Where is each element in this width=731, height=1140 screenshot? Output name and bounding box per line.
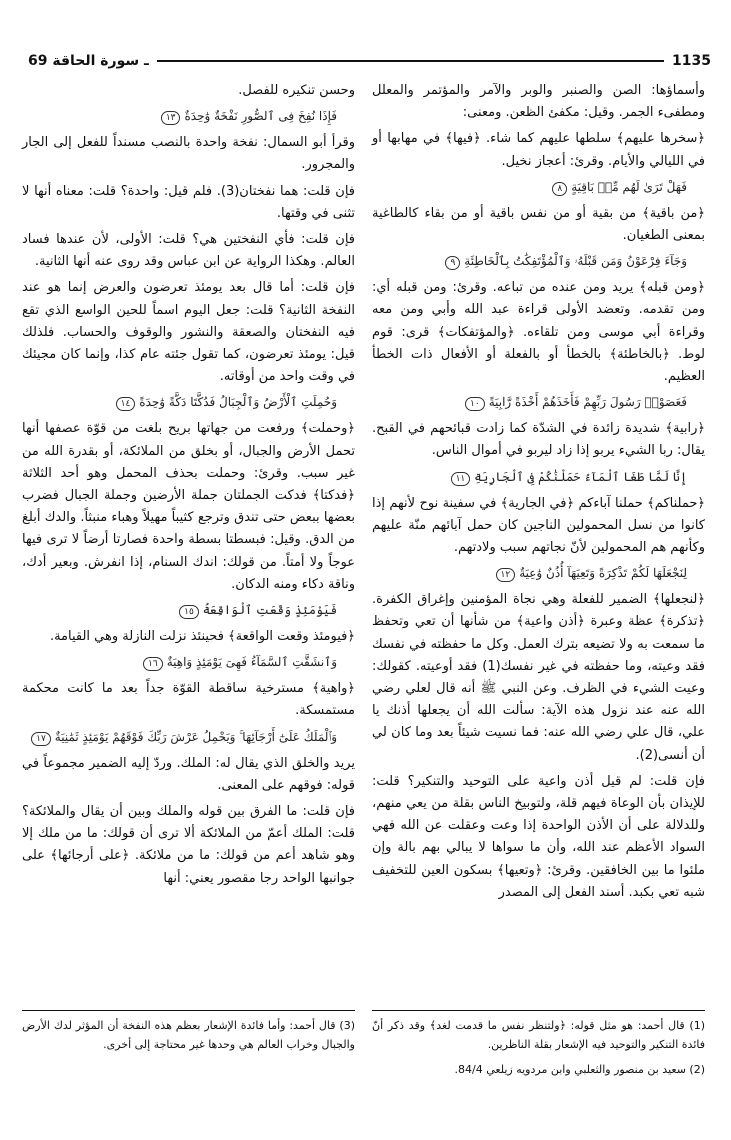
commentary-paragraph: ﴿من باقية﴾ من بقية أو من نفس باقية أو من بقاء كالطاغية بمعنى الطغيان. bbox=[372, 205, 705, 244]
quran-verse bbox=[22, 106, 355, 126]
footnote-rule-right bbox=[372, 1010, 705, 1011]
commentary-paragraph: ﴿وحملت﴾ ورفعت من جهاتها بريح بلغت من قوّة عصفها أنها تحمل الأرض والجبال، أو بخلق من الملائكة، أو بقدرة الله من غير سبب. وقرئ: وحملت بحذف المحمل وهو أحد الثلاثة ﴿فدكتا﴾ فدكت الجملتان جملة الأرضين وجملة الجبال فضرب بعضها ببعض حتى تندق وترجع كثيباً مهيلاً وهباء منبثاً. والدك أبلغ من الدق. وقيل: فبسطتا بسطة واحدة فصارتا أرضاً لا ترى فيها عوجاً ولا أمتاً. من قولك: اندك السنام، إذا انفرش. وبعير أدك، وناقة دكاء ومنه الدكان. bbox=[22, 421, 355, 592]
quran-verse bbox=[22, 600, 355, 620]
verse-text: فَعَصَوْا۟ رَسُولَ رَبِّهِمْ فَأَخَذَهُمْ أَخْذَةً رَّابِيَةً bbox=[488, 395, 687, 410]
left-column bbox=[22, 80, 355, 894]
commentary-paragraph: يريد والخلق الذي يقال له: الملك. وردّ إليه الضمير مجموعاً في قوله: فوقهم على المعنى. bbox=[22, 755, 355, 793]
verse-number: ١٣ bbox=[161, 111, 181, 125]
verse-number: ١٦ bbox=[143, 657, 163, 671]
commentary-paragraph: ﴿سخرها عليهم﴾ سلطها عليهم كما شاء. ﴿فيها﴾ في مهابها أو في الليالي والأيام. وقرئ: أعجاز نخيل. bbox=[372, 131, 705, 169]
commentary-paragraph: فإن قلت: فأي النفختين هي؟ قلت: الأولى، لأن عندها فساد العالم. وهكذا الرواية عن ابن عباس وقد روى عنه أنها الثانية. bbox=[22, 232, 355, 270]
quran-verse bbox=[22, 652, 355, 672]
footnotes-right bbox=[372, 1016, 705, 1085]
verse-text: وَجَآءَ فِرْعَوْنُ وَمَن قَبْلَهُۥ وَٱلْمُؤْتَفِكَٰتُ بِٱلْخَاطِئَةِ bbox=[464, 254, 687, 269]
verse-number: ١٤ bbox=[116, 397, 136, 411]
commentary-paragraph: ﴿لنجعلها﴾ الضمير للفعلة وهي نجاة المؤمنين وإغراق الكفرة. ﴿تذكرة﴾ عظة وعبرة ﴿أذن واعية﴾ من شأنها أن تعي وتحفظ ما سمعت به ولا تضيعه بترك العمل. وكل ما حفظته في نفسك فقد وعيته، وما حفظته في غير نفسك(1) فقد أوعيته. كقولك: وعيت الشيء في الظرف. وعن النبي ﷺ أنه قال لعلي رضي الله عنه عند نزول هذه الآية: سألت الله أن يجعلها أذنك يا علي، قال علي رضي الله عنه: فما نسيت شيئاً بعد وما كان لي أن أنسى(2). bbox=[372, 592, 705, 763]
footnote-rule-left bbox=[22, 1010, 355, 1011]
verse-text: وَحُمِلَتِ ٱلْأَرْضُ وَٱلْجِبَالُ فَدُكَّتَا دَكَّةً وَٰحِدَةً bbox=[139, 395, 337, 410]
commentary-paragraph: ﴿رابية﴾ شديدة زائدة في الشدّة كما زادت قبائحهم في القبح. يقال: ربا الشيء يربو إذا زاد ليربو في أموال الناس. bbox=[372, 421, 705, 459]
verse-text: فَيَوْمَئِذٍ وَقَعَتِ ٱلْوَاقِعَةُ bbox=[202, 603, 337, 618]
commentary-paragraph: ﴿ومن قبله﴾ يريد ومن عنده من تباعه. وقرئ: ومن قبله أي: ومن تقدمه. وتعضد الأولى قراءة عبد الله وأبي ومن معه وقراءة أبي موسى ومن تلقاءه. ﴿والمؤتفكات﴾ قرى: قوم لوط. ﴿بالخاطئة﴾ بالخطأ أو بالفعلة أو الأفعال ذات الخطأ العظيم. bbox=[372, 280, 705, 385]
footnotes-left bbox=[22, 1016, 355, 1060]
verse-number: ٩ bbox=[445, 256, 460, 270]
commentary-paragraph: ﴿حملناكم﴾ حملنا آباءكم ﴿في الجارية﴾ في سفينة نوح لأنهم إذا كانوا من نسل المحمولين الناجين كان حمل آبائهم منّة عليهم وكأنهم هم المحمولين لأنّ نجاتهم سبب ولادتهم. bbox=[372, 495, 705, 556]
verse-number: ١٢ bbox=[496, 568, 516, 582]
verse-text: وَٱنشَقَّتِ ٱلسَّمَآءُ فَهِىَ يَوْمَئِذٍ وَاهِيَةٌ bbox=[166, 655, 337, 670]
quran-verse bbox=[22, 392, 355, 412]
page-header bbox=[28, 50, 711, 72]
verse-number: ٨ bbox=[552, 182, 567, 196]
commentary-paragraph: فإن قلت: هما نفختان(3). فلم قيل: واحدة؟ قلت: معناه أنها لا تثنى في وقتها. bbox=[22, 183, 355, 221]
quran-verse bbox=[372, 563, 705, 583]
page-number: 1135 bbox=[672, 53, 711, 69]
footnote: (1) قال أحمد: هو مثل قوله: ﴿ولتنظر نفس ما قدمت لغد﴾ وقد ذكر أنّ فائدة التنكير والتوحيد فيه الإشعار بقلة الناظرين. bbox=[372, 1019, 705, 1051]
verse-number: ١٠ bbox=[465, 397, 485, 411]
verse-number: ١٧ bbox=[31, 732, 51, 746]
quran-verse bbox=[372, 392, 705, 412]
surah-title: 69 ـ سورة الحاقة bbox=[28, 53, 149, 69]
footnote: (2) سعيد بن منصور والثعلبي وابن مردويه زيلعي 84/4. bbox=[454, 1063, 705, 1076]
commentary-paragraph: فإن قلت: أما قال بعد يومئذ تعرضون والعرض إنما هو عند النفخة الثانية؟ قلت: جعل اليوم اسماً للحين الواسع الذي تقع فيه النفختان والصعقة والنشور والوقوف والحساب. فلذلك قيل: يومئذ تعرضون، كما تقول جئته عام كذا، وإنما كان مجيئك في وقت واحد من أوقاته. bbox=[22, 280, 355, 385]
quran-verse bbox=[22, 727, 355, 747]
verse-text: فَهَلْ تَرَىٰ لَهُم مِّنۢ بَاقِيَةٍ bbox=[571, 179, 687, 194]
commentary-paragraph: وحسن تنكيره للفصل. bbox=[238, 83, 355, 98]
verse-text: إِنَّا لَمَّا طَغَا ٱلْمَآءُ حَمَلْنَٰكُمْ فِى ٱلْجَارِيَةِ bbox=[474, 469, 687, 484]
verse-text: فَإِذَا نُفِخَ فِى ٱلصُّورِ نَفْخَةٌ وَٰحِدَةٌ bbox=[184, 109, 337, 124]
verse-text: وَٱلْمَلَكُ عَلَىٰٓ أَرْجَآئِهَا ۚ وَيَحْمِلُ عَرْشَ رَبِّكَ فَوْقَهُمْ يَوْمَئِذٍ ثَمَٰنِيَةٌ bbox=[54, 729, 337, 744]
commentary-paragraph: وقرأ أبو السمال: نفخة واحدة بالنصب مسنداً للفعل إلى الجار والمجرور. bbox=[22, 135, 355, 173]
commentary-paragraph: ﴿فيومئذ وقعت الواقعة﴾ فحينئذ نزلت النازلة وهي القيامة. bbox=[49, 629, 355, 645]
right-column bbox=[372, 80, 705, 908]
header-rule bbox=[157, 60, 664, 62]
verse-number: ١١ bbox=[451, 472, 471, 486]
footnote: (3) قال أحمد: وأما فائدة الإشعار بعظم هذه النفخة أن المؤثر لدك الأرض والجبال وخراب العالم هي وحدها غير محتاجة إلى أخرى. bbox=[22, 1019, 355, 1051]
commentary-paragraph: فإن قلت: ما الفرق بين قوله والملك وبين أن يقال والملائكة؟ قلت: الملك أعمّ من الملائكة ألا ترى أن قولك: ما من ملك إلا وهو شاهد أعم من قولك: ما من ملائكة. ﴿على أرجائها﴾ على جوانبها الواحد رجا مقصور يعني: أنها bbox=[22, 804, 355, 886]
quran-verse bbox=[372, 251, 705, 271]
quran-verse bbox=[372, 467, 705, 487]
verse-text: لِنَجْعَلَهَا لَكُمْ تَذْكِرَةً وَتَعِيَهَآ أُذُنٌ وَٰعِيَةٌ bbox=[519, 566, 687, 581]
commentary-paragraph: ﴿واهية﴾ مسترخية ساقطة القوّة جداً بعد ما كانت محكمة مستمسكة. bbox=[22, 681, 355, 719]
commentary-paragraph: فإن قلت: لم قيل أذن واعية على التوحيد والتنكير؟ قلت: للإيذان بأن الوعاة فيهم قلة، ولتوبيخ الناس بقلة من يعي منهم، وللدلالة على أن الأذن الواحدة إذا وعت وعقلت عن الله فهي السواد الأعظم عند الله، وأن ما سواها لا يبالي بهم بالة وإن ملئوا ما بين الخافقين. وقرئ: ﴿وتعيها﴾ بسكون العين للتخفيف شبه تعي بكبد. أسند الفعل إلى المصدر bbox=[372, 773, 705, 900]
commentary-paragraph: وأسماؤها: الصن والصنبر والوبر والآمر والمؤتمر والمعلل ومطفىء الجمر. وقيل: مكفئ الظعن. ومعنى: bbox=[372, 83, 705, 121]
quran-verse bbox=[372, 177, 705, 197]
verse-number: ١٥ bbox=[179, 605, 199, 619]
